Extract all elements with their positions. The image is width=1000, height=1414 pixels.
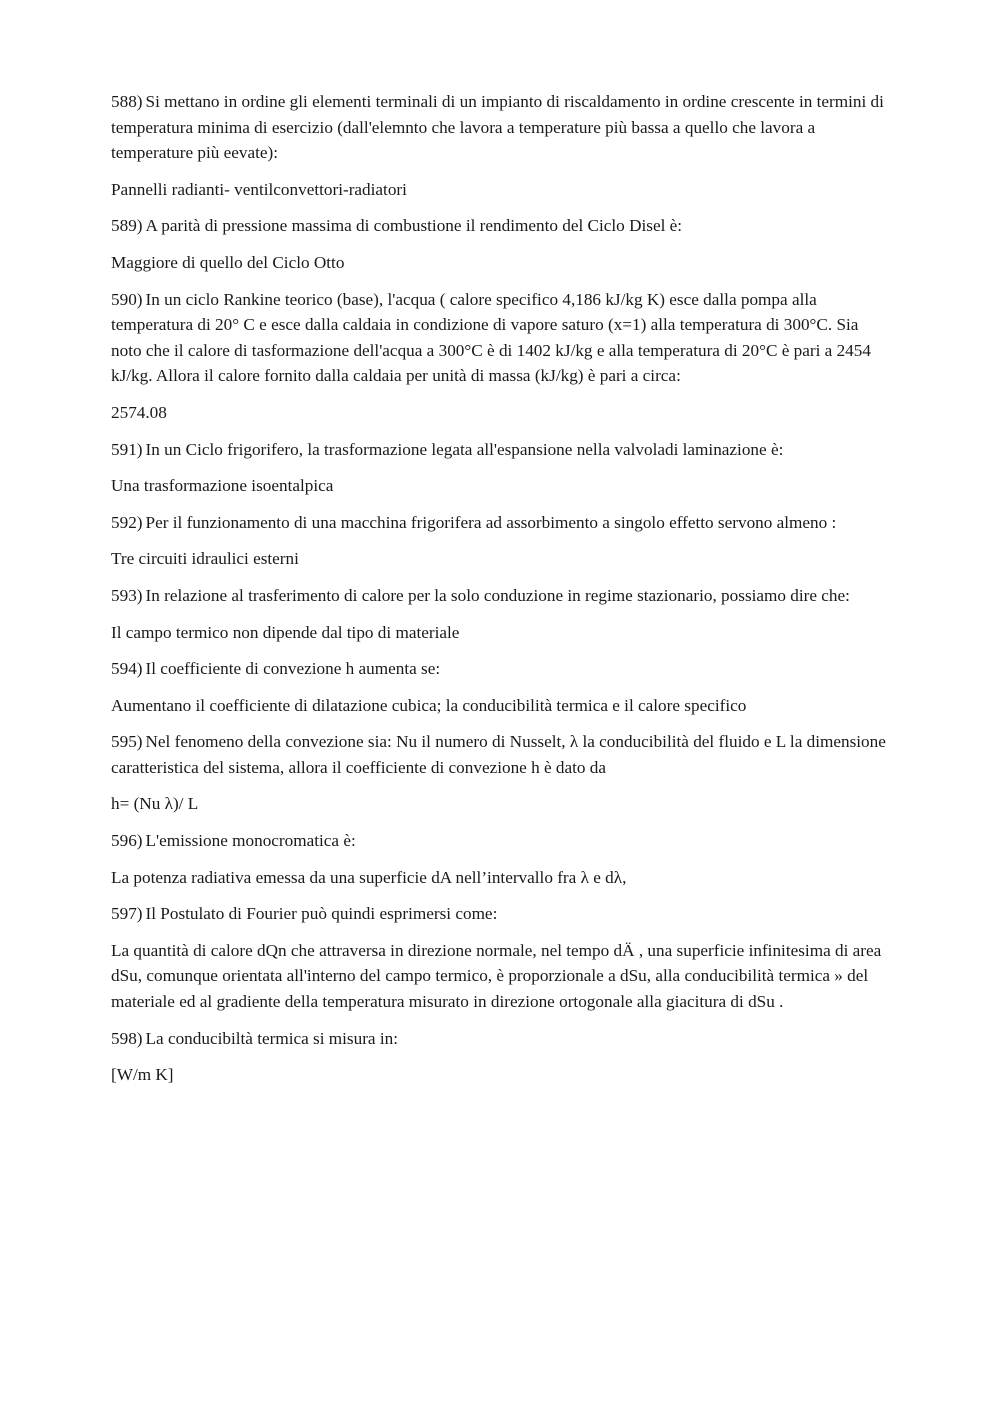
answer-589: Maggiore di quello del Ciclo Otto <box>111 252 345 272</box>
question-591 <box>111 437 891 463</box>
question-number: 589) <box>111 216 143 236</box>
question-number: 591) <box>111 439 143 459</box>
question-text: Il Postulato di Fourier può quindi esprimersi come: <box>145 904 498 924</box>
answer-593: Il campo termico non dipende dal tipo di materiale <box>111 622 460 642</box>
question-588 <box>111 89 891 166</box>
question-text: La conducibiltà termica si misura in: <box>145 1028 398 1048</box>
question-text: A parità di pressione massima di combustione il rendimento del Ciclo Disel è: <box>145 216 683 236</box>
question-text: Per il funzionamento di una macchina frigorifera ad assorbimento a singolo effetto servono almeno : <box>145 512 837 532</box>
document-page <box>111 89 891 1099</box>
question-597 <box>111 901 891 927</box>
answer-594: Aumentano il coefficiente di dilatazione cubica; la conducibilità termica e il calore specifico <box>111 695 747 715</box>
question-number: 592) <box>111 512 143 532</box>
question-number: 588) <box>111 92 143 111</box>
answer-597: La quantità di calore dQn che attraversa in direzione normale, nel tempo dÄ , una superficie infinitesima di area dSu, comunque orientata all'interno del campo termico, è proporzionale a dSu, alla conducibilità termica » del materiale ed al gradiente della temperatura misurato in direzione ortogonale alla giacitura di dSu . <box>111 940 882 1012</box>
question-589 <box>111 213 891 239</box>
question-text: Si mettano in ordine gli elementi terminali di un impianto di riscaldamento in ordine crescente in termini di temperatura minima di esercizio (dall'elemnto che lavora a temperature più bassa a quello che lavora a temperature più eevate): <box>111 92 884 163</box>
question-text: In un ciclo Rankine teorico (base), l'acqua ( calore specifico 4,186 kJ/kg K) esce dalla pompa alla temperatura di 20° C e esce dalla caldaia in condizione di vapore saturo (x=1) alla temperatura di 300°C. Sia noto che il calore di tasformazione dell'acqua a 300°C è di 1402 kJ/kg e alla temperatura di 20°C è pari a 2454 kJ/kg. Allora il calore fornito dalla caldaia per unità di massa (kJ/kg) è pari a circa: <box>111 289 871 386</box>
question-text: In un Ciclo frigorifero, la trasformazione legata all'espansione nella valvoladi laminazione è: <box>145 439 784 459</box>
question-594 <box>111 656 891 682</box>
question-number: 593) <box>111 585 143 605</box>
question-596 <box>111 828 891 854</box>
question-590 <box>111 287 891 389</box>
answer-595: h= (Nu λ)/ L <box>111 794 199 814</box>
question-number: 595) <box>111 732 143 752</box>
question-number: 594) <box>111 659 143 679</box>
question-text: Il coefficiente di convezione h aumenta se: <box>145 659 441 679</box>
question-595 <box>111 729 891 780</box>
question-number: 598) <box>111 1028 143 1048</box>
question-592 <box>111 510 891 536</box>
question-text: L'emissione monocromatica è: <box>145 831 356 851</box>
answer-588: Pannelli radianti- ventilconvettori-radiatori <box>111 179 407 199</box>
answer-591: Una trasformazione isoentalpica <box>111 476 334 496</box>
answer-598: [W/m K] <box>111 1065 174 1085</box>
question-598 <box>111 1026 891 1052</box>
question-number: 597) <box>111 904 143 924</box>
question-593 <box>111 583 891 609</box>
question-text: Nel fenomeno della convezione sia: Nu il numero di Nusselt, λ la conducibilità del fluido e L la dimensione caratteristica del sistema, allora il coefficiente di convezione h è dato da <box>111 732 886 777</box>
question-text: In relazione al trasferimento di calore per la solo conduzione in regime stazionario, possiamo dire che: <box>145 585 850 605</box>
answer-596: La potenza radiativa emessa da una superficie dA nell’intervallo fra λ e dλ, <box>111 867 627 887</box>
answer-592: Tre circuiti idraulici esterni <box>111 549 299 569</box>
question-number: 590) <box>111 289 143 309</box>
question-number: 596) <box>111 831 143 851</box>
answer-590: 2574.08 <box>111 402 167 422</box>
